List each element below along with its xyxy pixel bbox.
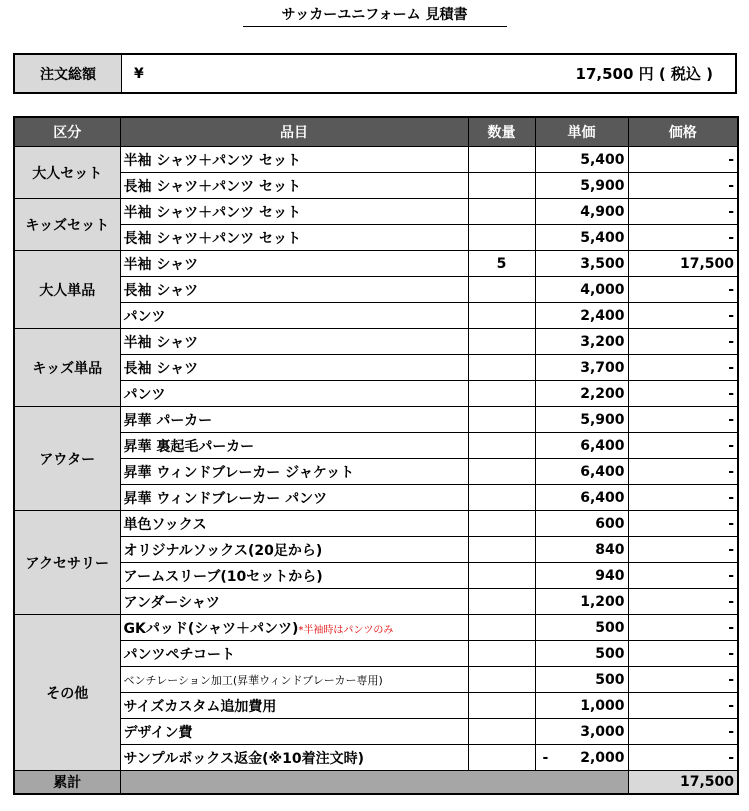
unit-price-cell xyxy=(535,147,628,173)
unit-price: 5,900 xyxy=(580,411,625,428)
currency-symbol: ¥ xyxy=(134,65,144,82)
quantity-cell[interactable] xyxy=(468,147,535,173)
table-row xyxy=(14,225,738,251)
item-name: 長袖 シャツ xyxy=(123,282,199,299)
unit-price: 4,000 xyxy=(580,281,625,298)
header-item: 品目 xyxy=(120,117,468,147)
table-row xyxy=(14,251,738,277)
price-cell: - xyxy=(628,277,738,303)
table-row xyxy=(14,719,738,745)
unit-price: 3,700 xyxy=(580,359,625,376)
unit-price-cell xyxy=(535,563,628,589)
table-row xyxy=(14,199,738,225)
table-row xyxy=(14,355,738,381)
unit-price-cell xyxy=(535,329,628,355)
item-cell xyxy=(120,199,468,225)
quantity-cell[interactable] xyxy=(468,615,535,641)
price-cell: - xyxy=(628,173,738,199)
estimate-table xyxy=(13,116,739,795)
unit-price-cell xyxy=(535,641,628,667)
price-cell: - xyxy=(628,329,738,355)
table-row xyxy=(14,485,738,511)
unit-price-cell xyxy=(535,303,628,329)
item-cell xyxy=(120,407,468,433)
quantity-cell[interactable] xyxy=(468,329,535,355)
unit-price: 2,400 xyxy=(580,307,625,324)
item-name: 昇華 裏起毛パーカー xyxy=(123,438,255,455)
quantity-cell[interactable] xyxy=(468,589,535,615)
quantity-cell[interactable] xyxy=(468,485,535,511)
unit-price-cell xyxy=(535,693,628,719)
unit-price: 500 xyxy=(595,645,625,662)
title-underline xyxy=(243,26,507,27)
item-name: デザイン費 xyxy=(123,724,193,741)
price-cell: - xyxy=(628,511,738,537)
table-row xyxy=(14,511,738,537)
unit-price-cell xyxy=(535,667,628,693)
item-cell xyxy=(120,251,468,277)
unit-price: 500 xyxy=(595,619,625,636)
unit-price: 840 xyxy=(595,541,625,558)
quantity-cell[interactable] xyxy=(468,303,535,329)
quantity-cell[interactable] xyxy=(468,355,535,381)
item-name: 長袖 シャツ＋パンツ セット xyxy=(123,178,301,195)
table-row xyxy=(14,147,738,173)
price-cell: - xyxy=(628,615,738,641)
sum-spacer xyxy=(120,771,628,795)
sum-row xyxy=(14,771,738,795)
item-name: アームスリーブ(10セットから) xyxy=(123,568,323,585)
quantity-cell[interactable] xyxy=(468,537,535,563)
price-cell: - xyxy=(628,303,738,329)
unit-price-cell xyxy=(535,173,628,199)
category-cell: アウター xyxy=(14,407,120,511)
price-cell: - xyxy=(628,433,738,459)
item-name: 長袖 シャツ xyxy=(123,360,199,377)
unit-price: 3,500 xyxy=(580,255,625,272)
table-row xyxy=(14,589,738,615)
quantity-cell[interactable] xyxy=(468,381,535,407)
item-name: 昇華 パーカー xyxy=(123,412,213,429)
item-name: 半袖 シャツ＋パンツ セット xyxy=(123,204,301,221)
item-name: アンダーシャツ xyxy=(123,594,220,611)
item-name: サンプルボックス返金(※10着注文時) xyxy=(123,750,364,767)
item-cell xyxy=(120,355,468,381)
table-row xyxy=(14,407,738,433)
unit-price-cell xyxy=(535,407,628,433)
price-cell: - xyxy=(628,719,738,745)
price-cell: - xyxy=(628,485,738,511)
quantity-cell[interactable] xyxy=(468,199,535,225)
unit-price: 940 xyxy=(595,567,625,584)
order-total-amount: 17,500 円 ( 税込 ) xyxy=(575,65,713,83)
minus-sign: - xyxy=(542,749,549,766)
category-cell: 大人セット xyxy=(14,147,120,199)
price-cell: - xyxy=(628,693,738,719)
item-cell xyxy=(120,563,468,589)
unit-price: 2,000 xyxy=(580,749,625,766)
quantity-cell[interactable] xyxy=(468,173,535,199)
item-cell xyxy=(120,303,468,329)
item-name: GKパッド(シャツ＋パンツ) xyxy=(123,620,299,637)
table-row xyxy=(14,381,738,407)
header-price: 価格 xyxy=(628,117,738,147)
item-cell xyxy=(120,459,468,485)
table-row xyxy=(14,745,738,771)
unit-price-cell xyxy=(535,251,628,277)
table-row xyxy=(14,641,738,667)
unit-price: 3,000 xyxy=(580,723,625,740)
item-name: パンツペチコート xyxy=(123,646,235,663)
quantity-cell[interactable] xyxy=(468,433,535,459)
price-cell: - xyxy=(628,147,738,173)
table-row xyxy=(14,173,738,199)
price-cell: - xyxy=(628,589,738,615)
order-total-box xyxy=(13,53,737,94)
item-name: サイズカスタム追加費用 xyxy=(123,698,277,715)
price-cell: - xyxy=(628,355,738,381)
item-name: 長袖 シャツ＋パンツ セット xyxy=(123,230,301,247)
table-row xyxy=(14,303,738,329)
table-row xyxy=(14,459,738,485)
item-cell xyxy=(120,147,468,173)
page-title: サッカーユニフォーム 見積書 xyxy=(281,7,468,23)
category-cell: キッズセット xyxy=(14,199,120,251)
quantity-cell[interactable] xyxy=(468,667,535,693)
item-cell xyxy=(120,329,468,355)
unit-price: 1,200 xyxy=(580,593,625,610)
item-cell xyxy=(120,667,468,693)
item-name: オリジナルソックス(20足から) xyxy=(123,542,323,559)
header-quantity: 数量 xyxy=(468,117,535,147)
header-category: 区分 xyxy=(14,117,120,147)
item-cell xyxy=(120,693,468,719)
unit-price-cell xyxy=(535,589,628,615)
price-cell: 17,500 xyxy=(628,251,738,277)
table-row xyxy=(14,433,738,459)
table-header-row xyxy=(14,117,738,147)
unit-price-cell xyxy=(535,381,628,407)
item-cell xyxy=(120,485,468,511)
unit-price-cell xyxy=(535,615,628,641)
item-cell xyxy=(120,381,468,407)
quantity-cell[interactable] xyxy=(468,407,535,433)
item-cell xyxy=(120,537,468,563)
item-name: パンツ xyxy=(123,308,166,325)
item-name: 単色ソックス xyxy=(123,516,207,533)
price-cell: - xyxy=(628,537,738,563)
price-cell: - xyxy=(628,225,738,251)
unit-price: 500 xyxy=(595,671,625,688)
sum-amount: 17,500 xyxy=(628,771,738,795)
quantity-cell[interactable] xyxy=(468,459,535,485)
unit-price: 6,400 xyxy=(580,437,625,454)
item-cell xyxy=(120,511,468,537)
price-cell: - xyxy=(628,667,738,693)
unit-price-cell xyxy=(535,745,628,771)
quantity-cell[interactable] xyxy=(468,719,535,745)
table-row xyxy=(14,615,738,641)
table-body xyxy=(14,147,738,771)
price-cell: - xyxy=(628,745,738,771)
item-name: パンツ xyxy=(123,386,166,403)
unit-price-cell xyxy=(535,485,628,511)
price-cell: - xyxy=(628,563,738,589)
table-row xyxy=(14,667,738,693)
table-row xyxy=(14,693,738,719)
header-unit-price: 単価 xyxy=(535,117,628,147)
price-cell: - xyxy=(628,459,738,485)
unit-price-cell xyxy=(535,277,628,303)
item-name: ベンチレーション加工(昇華ウィンドブレーカー専用) xyxy=(123,673,383,687)
table-row xyxy=(14,277,738,303)
item-note: *半袖時はパンツのみ xyxy=(298,624,394,636)
unit-price: 1,000 xyxy=(580,697,625,714)
unit-price: 2,200 xyxy=(580,385,625,402)
item-cell xyxy=(120,615,468,641)
unit-price-cell xyxy=(535,459,628,485)
table-row xyxy=(14,329,738,355)
unit-price-cell xyxy=(535,433,628,459)
unit-price: 5,400 xyxy=(580,229,625,246)
unit-price: 3,200 xyxy=(580,333,625,350)
unit-price-cell xyxy=(535,537,628,563)
quantity-cell[interactable] xyxy=(468,563,535,589)
item-cell xyxy=(120,225,468,251)
category-cell: 大人単品 xyxy=(14,251,120,329)
item-cell xyxy=(120,589,468,615)
unit-price: 5,900 xyxy=(580,177,625,194)
unit-price-cell xyxy=(535,719,628,745)
quantity-cell[interactable] xyxy=(468,745,535,771)
category-cell: その他 xyxy=(14,615,120,771)
category-cell: アクセサリー xyxy=(14,511,120,615)
unit-price-cell xyxy=(535,511,628,537)
unit-price: 600 xyxy=(595,515,625,532)
item-cell xyxy=(120,745,468,771)
item-cell xyxy=(120,641,468,667)
item-cell xyxy=(120,433,468,459)
table-row xyxy=(14,563,738,589)
sum-label: 累計 xyxy=(14,771,120,795)
table-row xyxy=(14,537,738,563)
quantity-cell[interactable] xyxy=(468,693,535,719)
price-cell: - xyxy=(628,407,738,433)
item-cell xyxy=(120,277,468,303)
price-cell: - xyxy=(628,199,738,225)
unit-price-cell xyxy=(535,225,628,251)
order-total-label: 注文総額 xyxy=(15,55,122,92)
price-cell: - xyxy=(628,381,738,407)
quantity-cell[interactable] xyxy=(468,277,535,303)
quantity-cell[interactable] xyxy=(468,511,535,537)
category-cell: キッズ単品 xyxy=(14,329,120,407)
unit-price: 4,900 xyxy=(580,203,625,220)
item-name: 半袖 シャツ xyxy=(123,334,199,351)
unit-price-cell xyxy=(535,199,628,225)
item-name: 半袖 シャツ xyxy=(123,256,199,273)
item-cell xyxy=(120,173,468,199)
unit-price: 6,400 xyxy=(580,489,625,506)
quantity-cell[interactable]: 5 xyxy=(468,251,535,277)
unit-price: 5,400 xyxy=(580,151,625,168)
quantity-cell[interactable] xyxy=(468,641,535,667)
item-name: 昇華 ウィンドブレーカー ジャケット xyxy=(123,464,355,481)
item-name: 半袖 シャツ＋パンツ セット xyxy=(123,152,301,169)
item-name: 昇華 ウィンドブレーカー パンツ xyxy=(123,490,328,507)
quantity-cell[interactable] xyxy=(468,225,535,251)
unit-price-cell xyxy=(535,355,628,381)
item-cell xyxy=(120,719,468,745)
unit-price: 6,400 xyxy=(580,463,625,480)
price-cell: - xyxy=(628,641,738,667)
